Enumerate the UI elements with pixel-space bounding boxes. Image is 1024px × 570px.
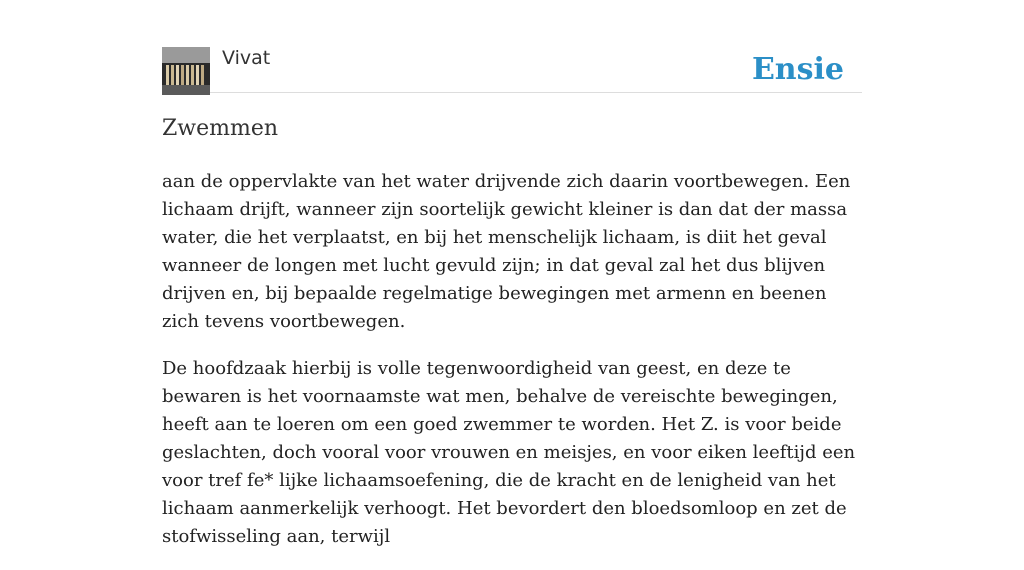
article-body: [162, 168, 867, 570]
book-spines-avatar-icon: [162, 47, 210, 95]
author-name[interactable]: Vivat: [222, 47, 271, 69]
page-title: Zwemmen: [162, 116, 279, 141]
paragraph-1: aan de oppervlakte van het water drijvende zich daarin voortbewegen. Een lichaam drijft, wanneer zijn soortelijk gewicht kleiner is dan dat der massa water, die het verplaatst, en bij het menschelijk lichaam, is diit het geval wanneer de longen met lucht gevuld zijn; in dat geval zal het dus blijven drijven en, bij bepaalde regelmatige bewegingen met armenn en beenen zich tevens voortbewegen.: [162, 171, 851, 332]
site-logo[interactable]: Ensie: [751, 52, 844, 87]
author-avatar[interactable]: [162, 47, 210, 95]
page-header: [162, 46, 862, 93]
paragraph-2: De hoofdzaak hierbij is volle tegenwoordigheid van geest, en deze te bewaren is het voornaamste wat men, behalve de vereischte bewegingen, heeft aan te loeren om een goed zwemmer te worden. Het Z. is voor beide geslachten, doch vooral voor vrouwen en meisjes, en voor eiken leeftijd een voor tref fe* lijke lichaamsoefening, die de kracht en de lenigheid van het lichaam aanmerkelijk verhoogt. Het bevordert den bloedsomloop en zet de stofwisseling aan, terwijl: [162, 358, 856, 547]
